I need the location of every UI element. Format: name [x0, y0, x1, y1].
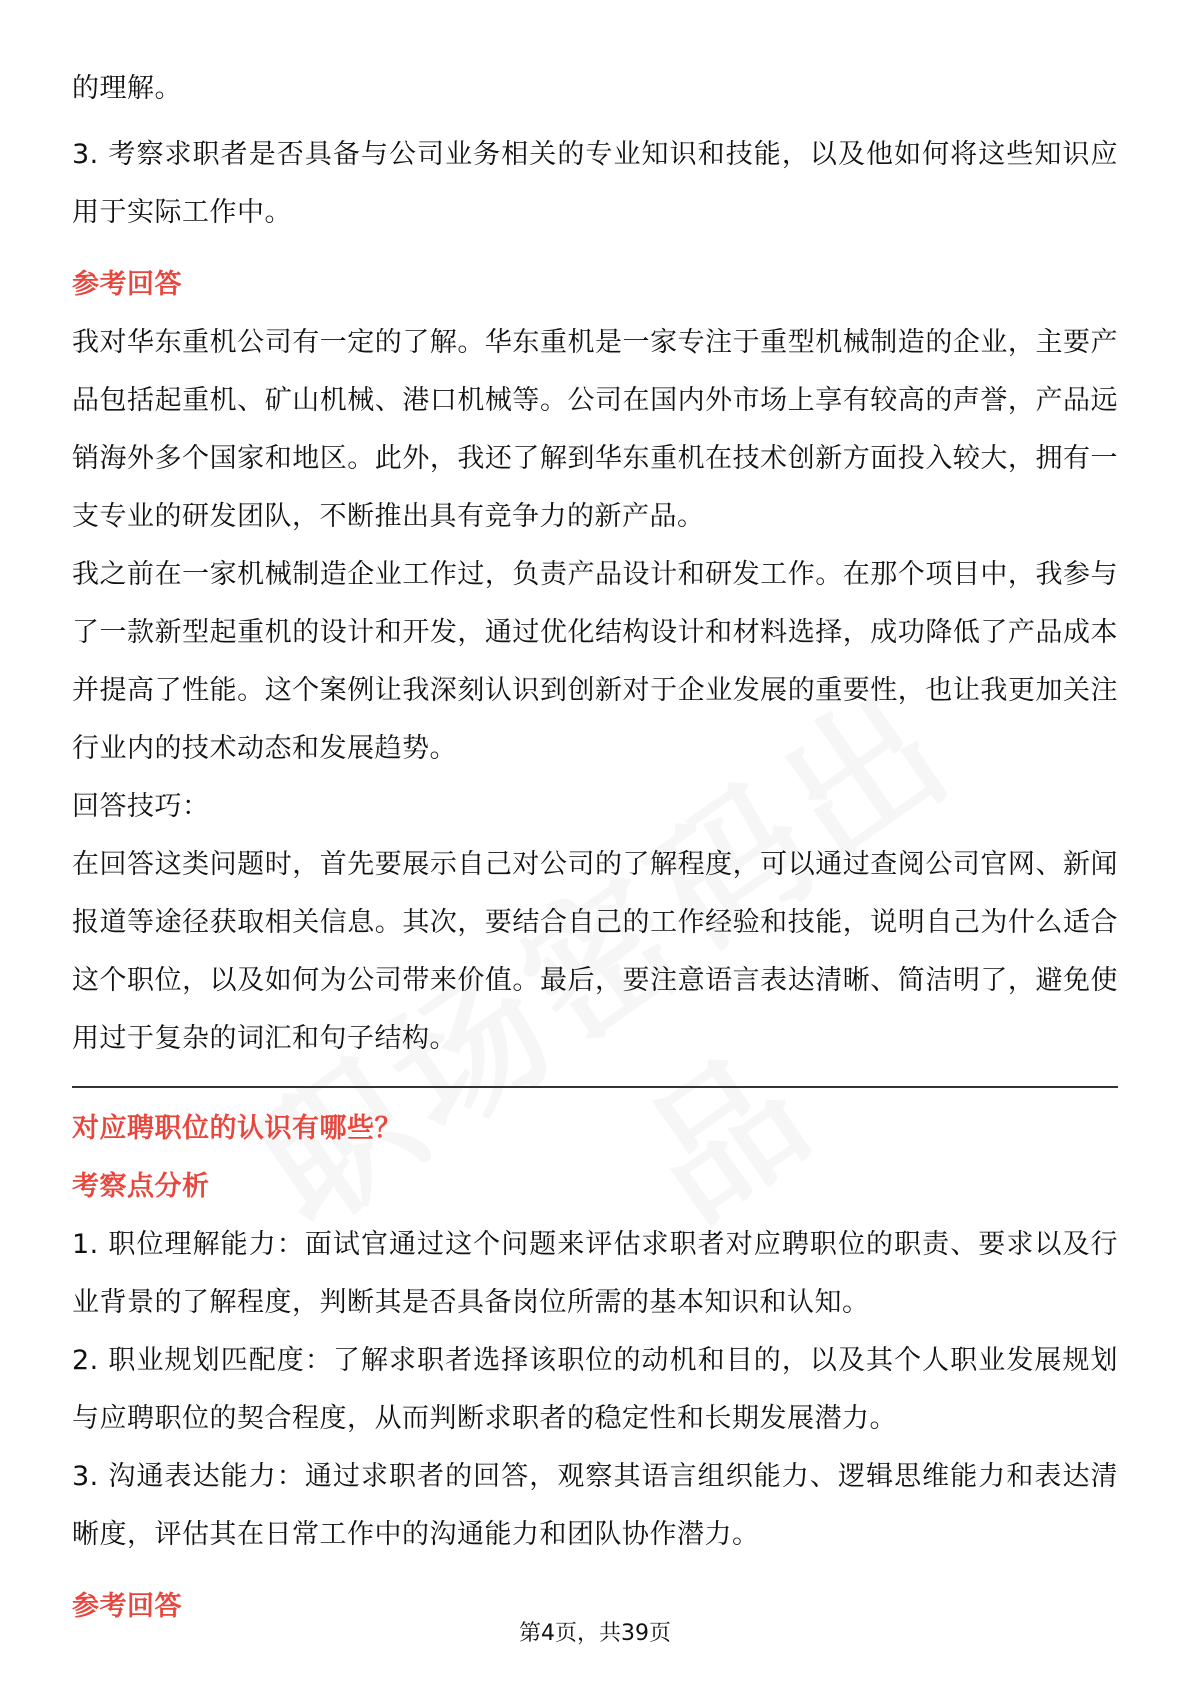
analysis-point-1: 1. 职位理解能力：面试官通过这个问题来评估求职者对应聘职位的职责、要求以及行业背景的了解程度，判断其是否具备岗位所需的基本知识和认知。 — [72, 1229, 1118, 1318]
page-number: 第4页，共39页 — [519, 1621, 671, 1646]
continuation-text: 的理解。 — [72, 73, 182, 104]
reference-answer-heading: 参考回答 — [72, 269, 182, 300]
analysis-point-3b: 3. 沟通表达能力：通过求职者的回答，观察其语言组织能力、逻辑思维能力和表达清晰度，评估其在日常工作中的沟通能力和团队协作潜力。 — [72, 1461, 1118, 1550]
analysis-point-3: 3. 考察求职者是否具备与公司业务相关的专业知识和技能，以及他如何将这些知识应用于实际工作中。 — [72, 139, 1118, 228]
section-divider — [72, 1086, 1118, 1088]
tips-text: 在回答这类问题时，首先要展示自己对公司的了解程度，可以通过查阅公司官网、新闻报道等途径获取相关信息。其次，要结合自己的工作经验和技能，说明自己为什么适合这个职位，以及如何为公司带来价值。最后，要注意语言表达清晰、简洁明了，避免使用过于复杂的词汇和句子结构。 — [72, 849, 1118, 1054]
answer-paragraph-1: 我对华东重机公司有一定的了解。华东重机是一家专注于重型机械制造的企业，主要产品包括起重机、矿山机械、港口机械等。公司在国内外市场上享有较高的声誉，产品远销海外多个国家和地区。此外，我还了解到华东重机在技术创新方面投入较大，拥有一支专业的研发团队，不断推出具有竞争力的新产品。 — [72, 327, 1118, 532]
analysis-point-2: 2. 职业规划匹配度：了解求职者选择该职位的动机和目的，以及其个人职业发展规划与应聘职位的契合程度，从而判断求职者的稳定性和长期发展潜力。 — [72, 1345, 1118, 1434]
question-title: 对应聘职位的认识有哪些？ — [72, 1113, 402, 1144]
page-content — [72, 60, 1118, 1636]
analysis-heading: 考察点分析 — [72, 1171, 210, 1202]
tips-label: 回答技巧： — [72, 791, 210, 822]
answer-paragraph-2: 我之前在一家机械制造企业工作过，负责产品设计和研发工作。在那个项目中，我参与了一款新型起重机的设计和开发，通过优化结构设计和材料选择，成功降低了产品成本并提高了性能。这个案例让我深刻认识到创新对于企业发展的重要性，也让我更加关注行业内的技术动态和发展趋势。 — [72, 559, 1118, 764]
reference-answer-heading-2: 参考回答 — [72, 1591, 182, 1622]
